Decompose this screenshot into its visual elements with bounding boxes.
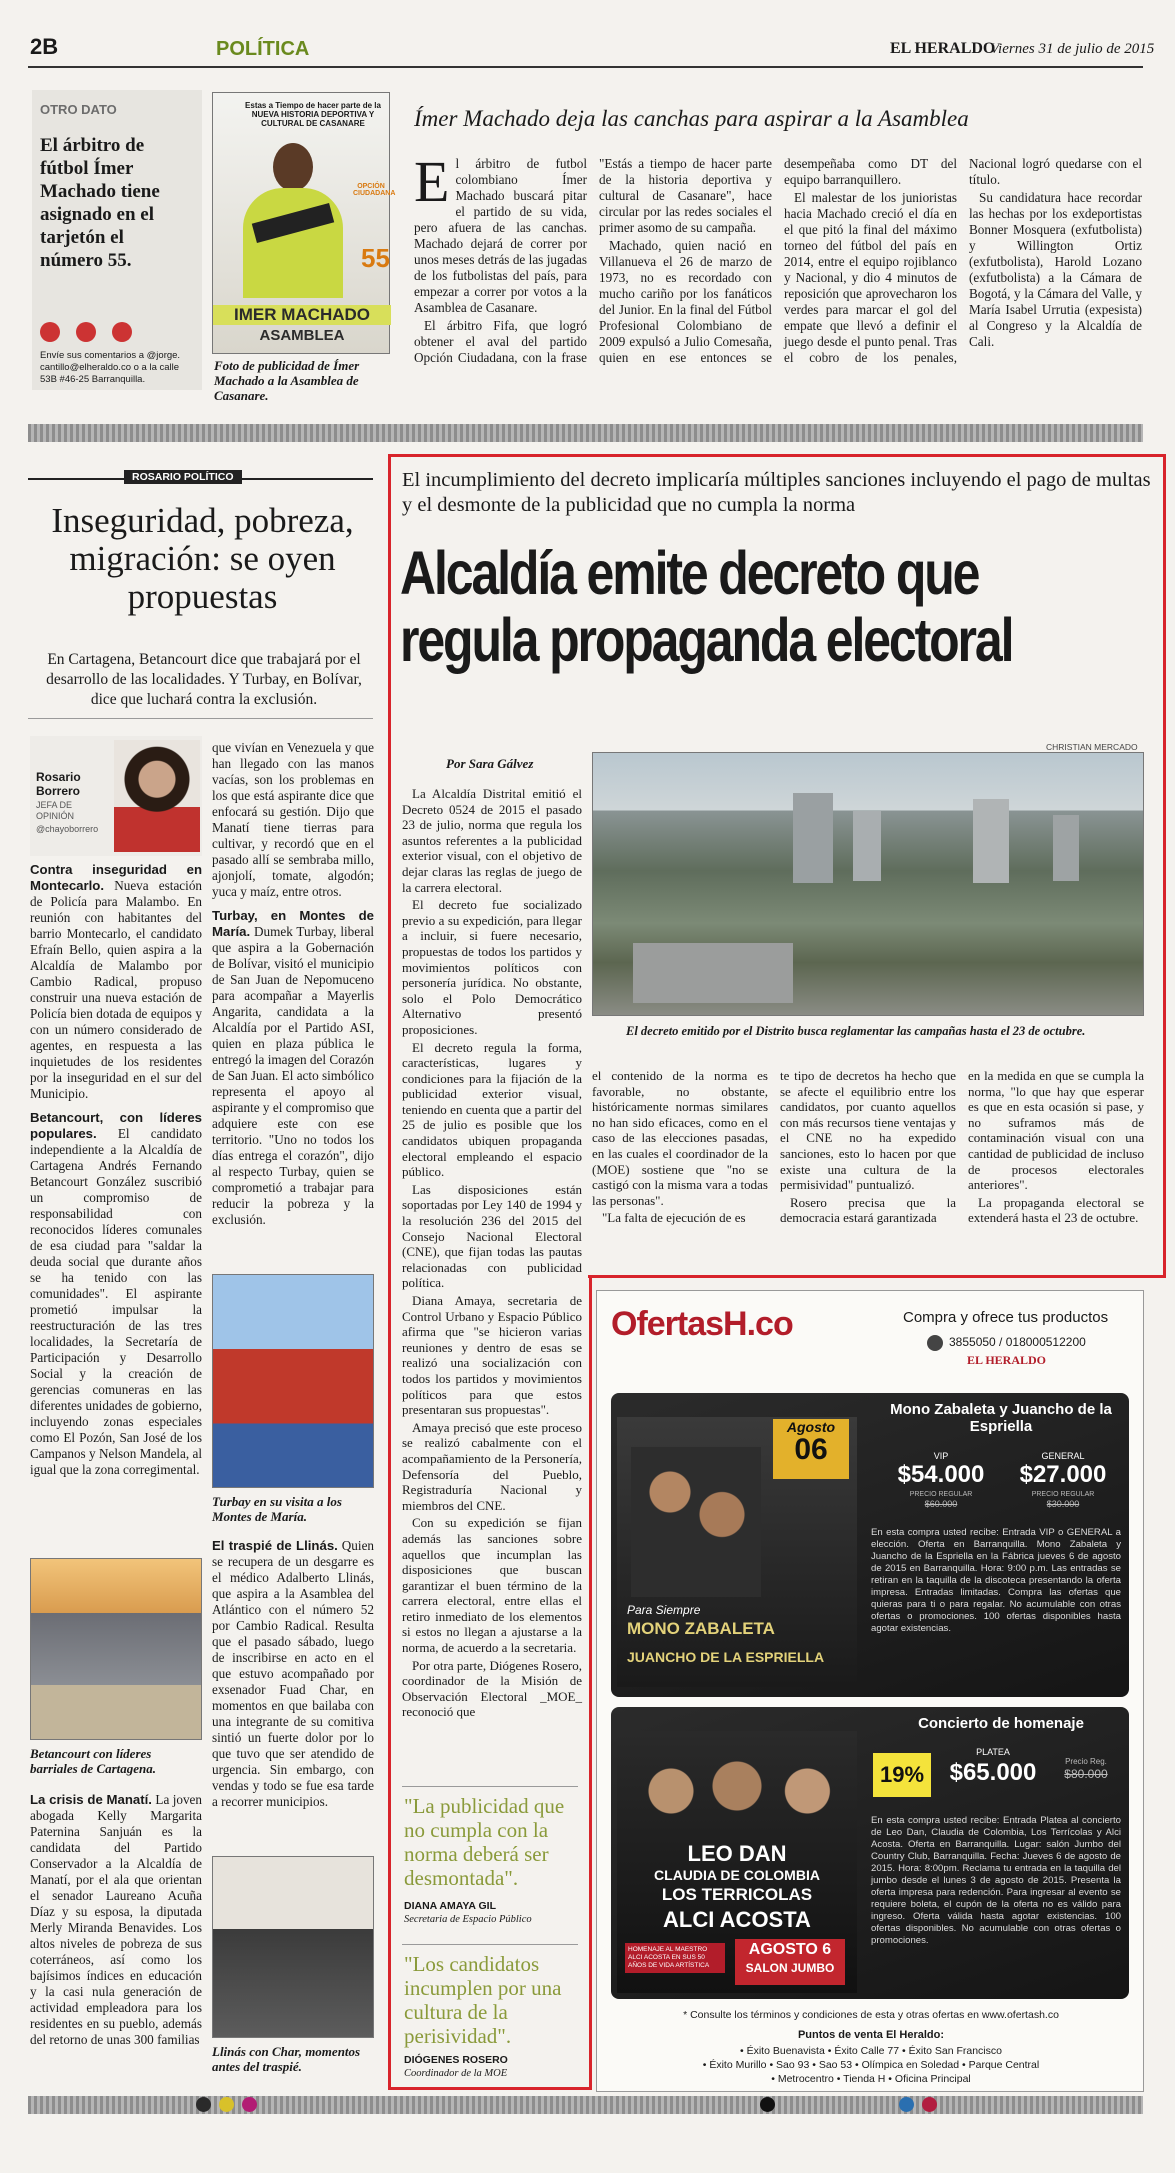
section-title: POLÍTICA	[216, 38, 310, 60]
author-handle: @chayoborrero	[36, 824, 99, 834]
page-number: 2B	[30, 34, 59, 59]
machado-figure	[243, 143, 343, 293]
machado-asamblea: ASAMBLEA	[259, 327, 345, 344]
city-photo-caption: El decreto emitido por el Distrito busca reglamentar las campañas hasta el 23 de octubre.	[626, 1024, 1086, 1038]
offer-concierto-homenaje[interactable]	[611, 1707, 1129, 1999]
city-photo	[592, 752, 1144, 1016]
social-icons	[40, 322, 132, 347]
machado-p1: l árbitro de futbol colombiano Ímer Machado buscará pitar el partido de su vida, pero afuera de las canchas. Machado dejará de correr por unos meses detrás de las jugadas de los futbolistas del país, para empezar a correr por votos a la Asamblea de Casanare.	[414, 156, 587, 315]
offer1-desc: En esta compra usted recibe: Entrada VIP o GENERAL a elección. Oferta en Barranquilla. Mono Zabaleta y Juancho de la Espriella en la Fábrica jueves 6 de agosto de 2015 en Barranquilla. Hora: 9:00 p.m. Las entradas se retiran en la taquilla de la discoteca presentando la oferta impresa. Entradas limitadas. Compra las ofertas que quieras para ti o para regalar. No acumulable con otras ofertas o promociones. 100 ofertas disponibles hasta agotar existencias.	[871, 1527, 1121, 1634]
s3-lead: La crisis de Manatí.	[30, 1792, 152, 1807]
main-c1-p4: Las disposiciones están soportadas por Ley 140 de 1994 y la resolución 236 del 2015 del Consejo Nacional Electoral (CNE), que fijan todas las pautas relacionadas con publicidad política.	[402, 1181, 582, 1291]
main-col3	[780, 1068, 956, 1226]
main-byline: Por Sara Gálvez	[446, 756, 534, 771]
offer2-act4: ALCI ACOSTA	[663, 1907, 811, 1932]
c2-p1: que vivían en Venezuela y que han llegado con las manos vacías, son los problemas en los que está aspirante dice que enfocará su gestión. Dijo que Manatí tiene tierras para cultivar, y recordó que en el pasado allí se sembraba millo, ajonjolí, tomate, algodón; yuca y maíz, entre otros.	[212, 740, 374, 899]
offer2-act2: CLAUDIA DE COLOMBIA	[654, 1867, 820, 1883]
otro-dato-box	[32, 90, 202, 390]
quote1-rule	[402, 1786, 578, 1787]
main-c1-p3: El decreto regula la forma, características, lugares y condiciones para la fijación de la publicidad exterior visual, teniendo en cuenta que a partir del 25 de julio es posible que los candidatos ubiquen propaganda electoral empleando el espacio público.	[402, 1039, 582, 1180]
header-rule	[28, 66, 1143, 68]
drop-cap: E	[414, 149, 450, 214]
offer1-artwork	[617, 1417, 857, 1687]
offer2-act3: LOS TERRICOLAS	[661, 1885, 813, 1904]
s2-text: El candidato independiente a la Alcaldía de Cartagena Andrés Fernando Betancourt González suscribió un compromiso de responsabilidad con reconocidos líderes comunales de esa ciudad para "saldar la deuda social que durante años se ha tenido con las comunidades". El aspirante prometió impulsar la reestructuración de las tres localidades, la Secretaría de Participación y Desarrollo Social y la creación de gerencias comuneras en las diferentes unidades de gobierno, incluyendo zonas especiales como El Pozón, San José de los Campanos y Nelson Mandela, al igual que la zona corregimental.	[30, 1126, 203, 1477]
s1-lead: Contra inseguridad en Montecarlo.	[30, 862, 202, 893]
ad-terms: * Consulte los términos y condiciones de esta y otras ofertas en www.ofertash.co	[683, 2009, 1059, 2021]
main-kicker: El incumplimiento del decreto implicaría múltiples sanciones incluyendo el pago de multas y el desmonte de la publicidad que no cumpla la norma	[402, 469, 1151, 516]
main-headline: Alcaldía emite decreto que regula propaganda electoral	[400, 539, 1013, 674]
s2-lead: Betancourt, con líderes populares.	[30, 1110, 202, 1141]
masthead-date: Viernes 31 de julio de 2015	[990, 41, 1155, 57]
machado-story-title: Ímer Machado deja las canchas para aspirar a la Asamblea	[414, 106, 969, 131]
author-avatar	[114, 740, 200, 852]
s5-lead: El traspié de Llinás.	[212, 1538, 338, 1553]
machado-p4: El malestar de los junioristas hacia Machado creció el día en el que pitó la final del máximo torneo del fútbol del país en 2014, entre el equipo rojiblanco y Nacional, y dio 4 minutos de reposición que aprovecharon los verdes para marcar el gol del empate que llevó a definir el juego desde el punto penal. Tras el cobro de los penales, Nacional logró quedarse con el título.	[784, 156, 1142, 365]
quote1: "La publicidad que no cumpla con la norma deberá ser desmontada".	[404, 1794, 565, 1890]
main-col1	[402, 786, 582, 1720]
offer2-reg-label: Precio Reg.	[1065, 1757, 1107, 1766]
ballot-number: 55	[361, 243, 390, 273]
rosario-col2	[212, 740, 374, 1228]
machado-banner: Estas a Tiempo de hacer parte de la NUEVA HISTORIA DEPORTIVA Y CULTURAL DE CASANARE	[245, 101, 381, 128]
twitter-icon[interactable]	[76, 322, 96, 342]
main-c1-p1: La Alcaldía Distrital emitió el Decreto 0524 de 2015 el pasado 23 de julio, norma que regula los asuntos referentes a la publicidad exterior visual, con el objetivo de dejar claras las reglas de juego de la carrera electoral.	[402, 786, 582, 895]
opcion-ciudadana-logo: OPCIÓN CIUDADANA	[353, 183, 396, 197]
offer-mono-zabaleta[interactable]	[611, 1393, 1129, 1697]
offer2-badge: HOMENAJE AL MAESTRO ALCI ACOSTA EN SUS 50 AÑOS DE VIDA ARTÍSTICA	[625, 1943, 725, 1973]
quote1-role: Secretaria de Espacio Público	[404, 1914, 532, 1925]
machado-p3: Machado, quien nació en Villanueva el 26 de marzo de 1973, no es recordado con mucho cariño por los fanáticos del Junior. En la final del Fútbol Profesional Colombiano de 2009 expulsó a Julio Comesaña, quien en ese entonces se desempeñaba como DT del equipo barranquillero.	[599, 156, 957, 365]
ofertas-logo[interactable]: OfertasH.co	[611, 1305, 793, 1343]
betancourt-photo	[30, 1558, 202, 1740]
facebook-icon[interactable]	[40, 322, 60, 342]
offer2-artwork	[617, 1731, 857, 1993]
otro-dato-footer: Envíe sus comentarios a @jorge. cantillo@elheraldo.co o a la calle 53B #46-25 Barranquilla.	[40, 350, 181, 385]
offer1-tag: Para Siempre	[627, 1603, 701, 1617]
otro-dato-text: El árbitro de fútbol Ímer Machado tiene asignado en el tarjetón el número 55.	[40, 135, 160, 271]
ad-slogan: Compra y ofrece tus productos	[903, 1309, 1109, 1326]
quote2: "Los candidatos incumplen por una cultura de la perisividad".	[404, 1952, 562, 2048]
offer2-title: Concierto de homenaje	[918, 1715, 1084, 1732]
otro-dato-label: OTRO DATO	[40, 102, 117, 117]
main-c3-p1: te tipo de decretos ha hecho que se afecte el equilibrio entre los candidatos, por cuanto aquellos con más recursos tiene ventajas y el CNE no ha expedido sanciones, esto lo hacen por que existe una cultura de la permisividad" puntualizó.	[780, 1068, 956, 1193]
quote2-rule	[402, 1944, 578, 1945]
turbay-photo	[212, 1274, 374, 1488]
separator-strip-top	[28, 424, 1143, 442]
ofertas-ad	[596, 1290, 1144, 2092]
llinas-photo	[212, 1856, 374, 2038]
main-c1-p2: El decreto fue socializado previo a su expedición, para llegar a incluir, si fuere necesario, propuestas de todos los partidos y movimientos políticos con personería jurídica. No obstante, solo el Polo Democrático Alternativo presentó proposiciones.	[402, 897, 582, 1037]
quote1-name: DIANA AMAYA GIL	[404, 1900, 496, 1912]
author-box	[30, 736, 202, 856]
machado-p5: Su candidatura hace recordar las hechas por los exdeportistas Bonner Mosquera (exfutbolista) y Willington Ortiz (exfutbolista), Harold Lozano (exfutbolista) a la Cámara de Bogotá, y la Cámara del Valle, y María Isabel Urrutia (expesista) al Congreso y la Alcaldía de Cali.	[969, 190, 1142, 349]
machado-photo-caption: Foto de publicidad de Ímer Machado a la Asamblea de Casanare.	[214, 358, 360, 403]
machado-photo	[212, 92, 396, 354]
ad-phone: 3855050 / 018000512200	[949, 1335, 1086, 1349]
offer1-vip-price: $54.000	[897, 1461, 985, 1488]
turbay-caption: Turbay en su visita a los Montes de María.	[212, 1494, 342, 1524]
photo-credit: CHRISTIAN MERCADO	[1046, 742, 1138, 752]
offer1-gen-price: $27.000	[1019, 1461, 1107, 1488]
offer2-date-box: AGOSTO 6 SALON JUMBO	[735, 1939, 845, 1985]
offer2-desc: En esta compra usted recibe: Entrada Platea al concierto de Leo Dan, Claudia de Colombia, Los Terrícolas y Alci Acosta. Oferta en Barranquilla. Lugar: salón Jumbo del Country Club, Barranquilla. Fecha: Jueves 6 de agosto de 2015. Hora: 8:00pm. Reclama tu entrada en la taquilla del jumbo desde el lunes 3 de agosto de 2015. Presenta la oferta impresa para redención. Para ingresar al evento se requiere boleta, el cupón de la oferta no es válido para ingreso. Oferta válida hasta agotar existencias. 100 ofertas disponibles. No acumulable con otras ofertas o promociones.	[871, 1815, 1121, 1946]
s4-text: Dumek Turbay, liberal que aspira a la Gobernación de Bolívar, visitó el municipio de San Juan de Nepomuceno para acompañar a Mayerlis Angarita, candidata a la Alcaldía por el Partido ASI, quien en plaza pública le entregó la imagen del Corazón de San Juan. El acto simbólico representa el apoyo al aspirante y el compromiso que adquiere este con ese territorio. "Uno no todos los días entrega el corazón", dijo al respecto Turbay, quien se comprometió a trabajar para reducir la pobreza y la exclusión.	[212, 924, 375, 1227]
ad-brand: EL HERALDO	[967, 1353, 1047, 1367]
author-role: JEFA DE OPINIÓN	[36, 800, 75, 821]
color-registration-marks	[196, 2097, 257, 2117]
rosario-dek-rule	[28, 718, 373, 719]
machado-story-body	[414, 149, 1142, 416]
offer1-gen-label: GENERAL	[1041, 1451, 1085, 1461]
main-c2-p2: "La falta de ejecución de es	[602, 1210, 746, 1226]
main-c1-p7: Con su expedición se fijan además las sanciones sobre aquellos que incumplan las disposiciones que buscan garantizar el buen término de la carrera electoral, entre ellas el retiro inmediato de los elementos si estos no llegan a ajustarse a la norma, de acuerdo a la secretaria.	[402, 1515, 582, 1656]
quote2-role: Coordinador de la MOE	[404, 2068, 508, 2079]
machado-name-banner: IMER MACHADO	[213, 305, 391, 325]
betancourt-caption: Betancourt con líderes barriales de Cartagena.	[30, 1746, 157, 1776]
main-c2-p1: el contenido de la norma es favorable, no obstante, históricamente normas similares no han sido eficaces, como en el caso de las elecciones pasadas, en las cuales el coordinador de la (MOE) sostiene que "no se castigó con la misma vara a todas las personas".	[592, 1068, 768, 1208]
offer1-vip-reg-label: PRECIO REGULAR	[909, 1491, 973, 1498]
offer2-label: PLATEA	[976, 1747, 1010, 1757]
main-c3-p2: Rosero precisa que la democracia estará garantizada	[780, 1194, 956, 1226]
ad-points-3: • Metrocentro • Tienda H • Oficina Principal	[771, 2073, 971, 2085]
s1-text: Nueva estación de Policía para Malambo. En reunión con habitantes del barrio Montecarlo, el candidato Efraín Bello, quien aspira a la Alcaldía de Malambo por Cambio Radical, propuso construir una nueva estación de Policía bien dotada de equipos y con un número considerado de agentes, en respuesta a las inquietudes de los residentes por la inseguridad en el sur del Municipio.	[30, 878, 203, 1101]
offer1-vip-label: VIP	[933, 1451, 949, 1461]
offer1-act1: MONO ZABALETA	[627, 1619, 775, 1638]
offer2-act1: LEO DAN	[687, 1841, 787, 1866]
offer1-gen-reg-label: PRECIO REGULAR	[1031, 1491, 1095, 1498]
ad-points-2: • Éxito Murillo • Sao 93 • Sao 53 • Olímpica en Soledad • Parque Central	[702, 2059, 1040, 2071]
ad-points-title: Puntos de venta El Heraldo:	[797, 2029, 945, 2041]
machado-p2: El árbitro Fifa, que logró obtener el aval del partido Opción Ciudadana, con la frase "Estás a tiempo de hacer parte de la historia deportiva y cultural de Casanare", hace circular por las redes sociales el primer asomo de su campaña.	[414, 156, 772, 365]
s5-text: Quien se recupera de un desgarre es el médico Adalberto Llinás, que aspira a la Asamblea del Atlántico con el número 52 por Cambio Radical. Resulta que el pasado sábado, luego de inscribirse en acto en el que estuvo acompañado por exsenador Fuad Char, en momentos en que bailaba con una integrante de su comitiva sintió un fuerte dolor por lo que tuvo que ser atendido de urgencia. Sin embargo, con vendas y todo se fue esa tarde a recorrer municipios.	[212, 1538, 375, 1809]
offer1-vip-reg: $60.000	[924, 1499, 958, 1509]
author-name: Rosario Borrero	[36, 770, 81, 798]
comment-icon[interactable]	[112, 322, 132, 342]
main-col2	[592, 1068, 768, 1226]
rosario-kicker: ROSARIO POLÍTICO	[124, 470, 242, 484]
offer1-gen-reg: $30.000	[1046, 1499, 1080, 1509]
offer2-singers	[627, 1741, 847, 1841]
main-col4	[968, 1068, 1144, 1226]
offer2-price: $65.000	[949, 1759, 1037, 1786]
offer1-singers	[631, 1447, 761, 1597]
main-c1-p6: Amaya precisó que este proceso se realizó cabalmente con el acompañamiento de la Personería, Defensoría del Pueblo, Registraduría Nacional y miembros del CNE.	[402, 1419, 582, 1513]
main-c1-p8: Por otra parte, Diógenes Rosero, coordinador de la Misión de Observación Electoral _MOE_ reconoció que	[402, 1657, 582, 1720]
rosario-col1	[30, 862, 202, 1478]
offer2-discount: 19%	[873, 1753, 931, 1797]
color-registration-marks-right	[760, 2097, 937, 2117]
main-c1-p5: Diana Amaya, secretaria de Control Urbano y Espacio Público afirma que "se hicieron varias reuniones y dentro de esas se realizó una socialización con todos los partidos y movimientos políticos para que estos presentaran sus propuestas".	[402, 1293, 582, 1418]
main-story-frame-join	[588, 1275, 1166, 1278]
offer1-act2: JUANCHO DE LA ESPRIELLA	[627, 1649, 825, 1665]
offer2-reg: $80.000	[1064, 1767, 1108, 1781]
rosario-title: Inseguridad, pobreza, migración: se oyen propuestas	[51, 501, 354, 616]
rosario-dek: En Cartagena, Betancourt dice que trabajará por el desarrollo de las localidades. Y Turbay, en Bolívar, dice que luchará contra la exclusión.	[46, 651, 362, 708]
ad-points-1: • Éxito Buenavista • Éxito Calle 77 • Éxito San Francisco	[740, 2045, 1002, 2057]
offer1-date-badge: Agosto 06	[773, 1419, 849, 1479]
main-c4-p2: La propaganda electoral se extenderá hasta el 23 de octubre.	[968, 1194, 1144, 1226]
rosario-col1-bottom	[30, 1792, 202, 2048]
rosario-col2-mid	[212, 1538, 374, 1810]
s4-lead: Turbay, en Montes de María.	[212, 908, 374, 939]
masthead-name: EL HERALDO	[890, 40, 996, 57]
main-c4-p1: en la medida en que se cumpla la norma, "lo que hay que esperar es que en esta ocasión si pase, y no suframos más de contaminación visual con una cantidad de publicidad de incluso de procesos electorales anteriores".	[968, 1068, 1144, 1193]
llinas-caption: Llinás con Char, momentos antes del traspié.	[212, 2044, 361, 2074]
s3-text: La joven abogada Kelly Margarita Paternina Sanjuán es la candidata del Partido Conservador a la Alcaldía de Manatí, por el ala que orientan el senador Laureano Acuña Díaz y su esposa, la diputada Merly Miranda Benavides. Los altos niveles de pobreza de sus coterráneos, así como los bajísimos índices en educación y la casi nula generación de actividad empleadora para los residentes en su pueblo, además del retorno de unas 300 familias	[30, 1792, 202, 2047]
quote2-name: DIÓGENES ROSERO	[404, 2054, 508, 2066]
offer1-title: Mono Zabaleta y Juancho de la Espriella	[890, 1401, 1112, 1435]
phone-icon	[927, 1335, 943, 1351]
